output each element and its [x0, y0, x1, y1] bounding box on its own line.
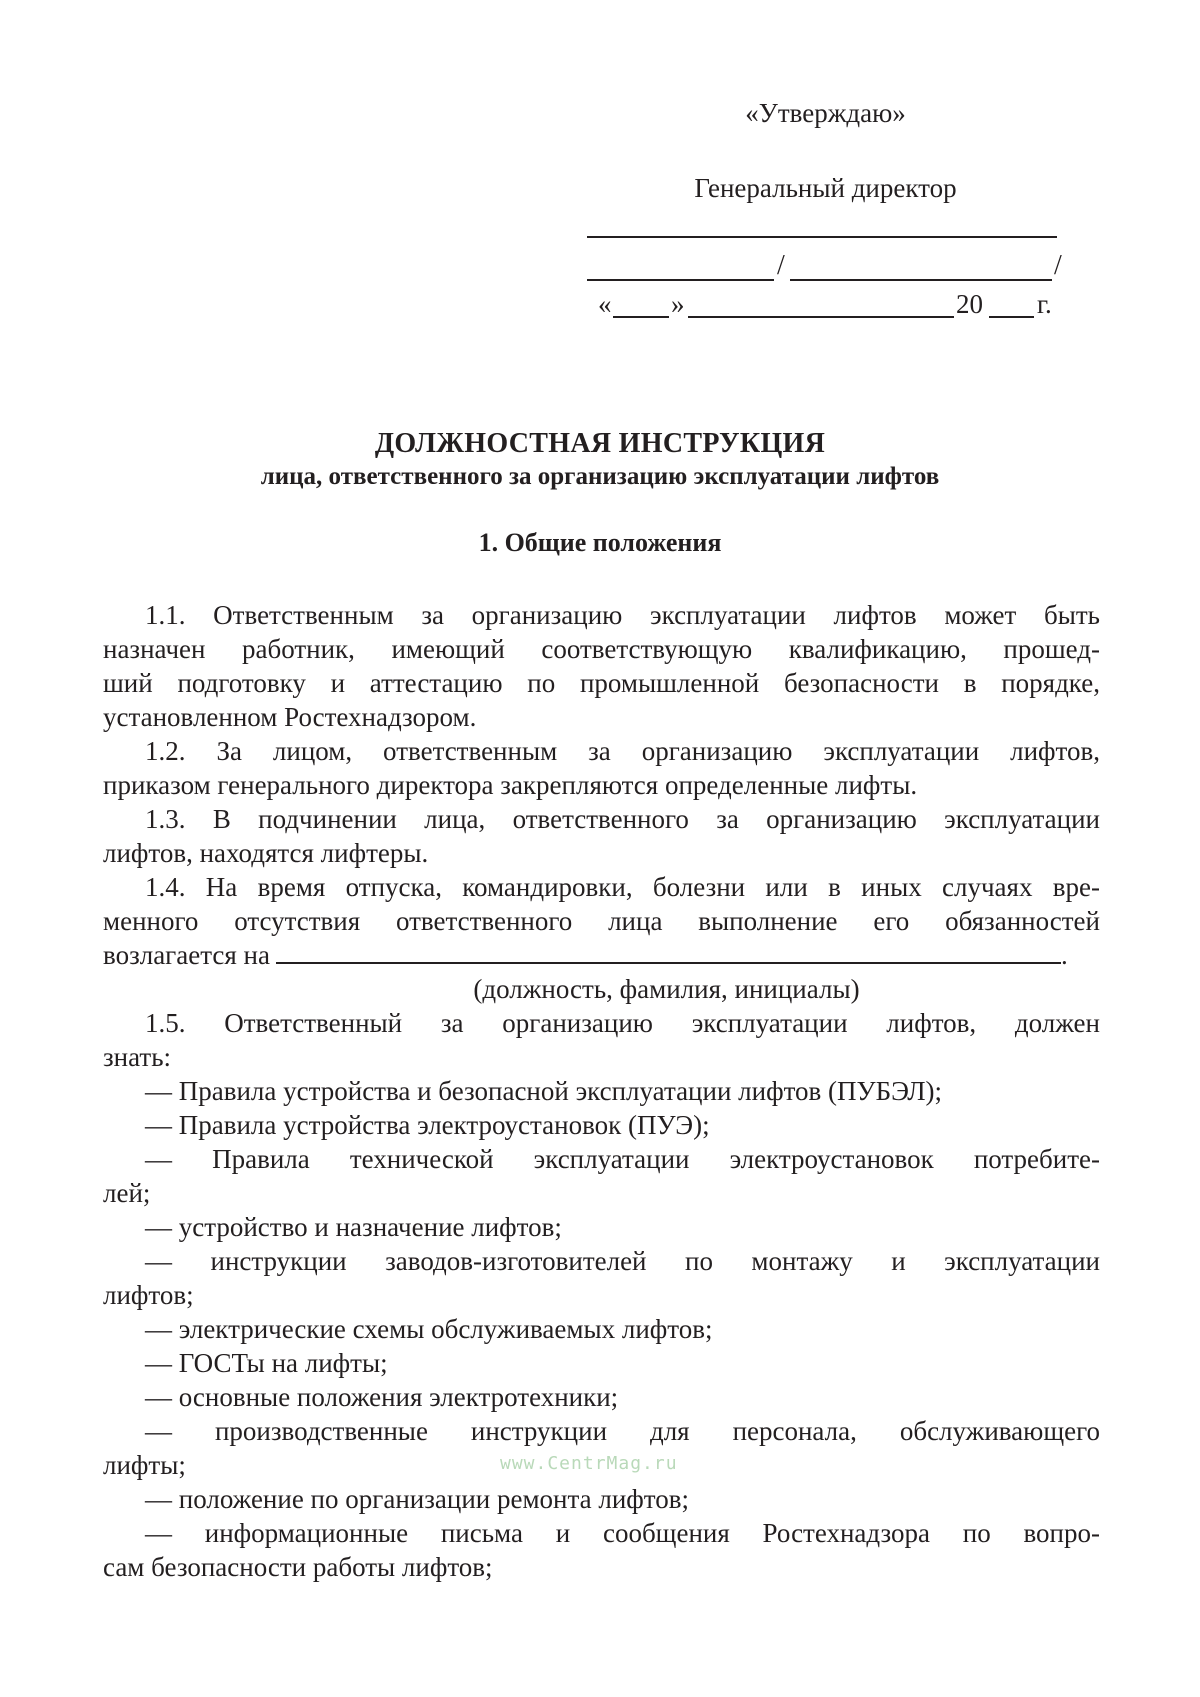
list-item: — информационные письма и сообщения Ростехнадзора по вопро-: [145, 1518, 1100, 1548]
name-slash: /: [1054, 250, 1062, 281]
assignee-label: возлагается на: [103, 940, 270, 970]
list-item: — положение по организации ремонта лифтов;: [145, 1484, 689, 1514]
paragraph-line: 1.3. В подчинении лица, ответственного за организацию эксплуатации: [145, 804, 1100, 834]
section-heading: 1. Общие положения: [478, 528, 722, 557]
list-item: — Правила устройства электроустановок (ПУЭ);: [145, 1110, 710, 1140]
paragraph-line: ший подготовку и аттестацию по промышленной безопасности в порядке,: [103, 668, 1100, 698]
document-body: [103, 598, 1100, 1584]
signature-field: [587, 279, 774, 281]
assignee-blank-field: [276, 940, 1061, 964]
date-close-quote: »: [671, 289, 685, 319]
date-year-prefix: 20: [956, 289, 983, 319]
list-item: — Правила технической эксплуатации электроустановок потребите-: [145, 1144, 1100, 1174]
paragraph-line: приказом генерального директора закрепляются определенные лифты.: [103, 770, 918, 800]
paragraph-line: лифтов, находятся лифтеры.: [103, 838, 429, 868]
paragraph-line: знать:: [103, 1042, 172, 1072]
document-title: ДОЛЖНОСТНАЯ ИНСТРУКЦИЯ: [374, 428, 826, 459]
list-item: — Правила устройства и безопасной эксплуатации лифтов (ПУБЭЛ);: [145, 1076, 943, 1106]
list-item: — электрические схемы обслуживаемых лифтов;: [145, 1314, 713, 1344]
assignee-caption: (должность, фамилия, инициалы): [473, 974, 860, 1004]
date-year-suffix: г.: [1037, 289, 1052, 319]
list-item-continued: лифтов;: [103, 1280, 194, 1310]
assignee-line: [103, 938, 1100, 972]
paragraph-line: 1.5. Ответственный за организацию эксплуатации лифтов, должен: [145, 1008, 1100, 1038]
list-item: — устройство и назначение лифтов;: [145, 1212, 562, 1242]
list-item: — ГОСТы на лифты;: [145, 1348, 388, 1378]
list-item-continued: лей;: [103, 1178, 151, 1208]
paragraph-line: установленном Ростехнадзором.: [103, 702, 477, 732]
paragraph-line: менного отсутствия ответственного лица выполнение его обязанностей: [103, 906, 1100, 936]
list-item: — производственные инструкции для персонала, обслуживающего: [145, 1416, 1100, 1446]
list-item: — инструкции заводов-изготовителей по монтажу и эксплуатации: [145, 1246, 1100, 1276]
list-item-continued: сам безопасности работы лифтов;: [103, 1552, 493, 1582]
document-subtitle: лица, ответственного за организацию эксплуатации лифтов: [260, 463, 940, 490]
date-month-field: [688, 316, 954, 318]
list-item-continued: лифты;: [103, 1450, 186, 1480]
paragraph-line: 1.4. На время отпуска, командировки, болезни или в иных случаях вре-: [145, 872, 1100, 902]
paragraph-line: назначен работник, имеющий соответствующую квалификацию, прошед-: [103, 634, 1100, 664]
approval-heading: «Утверждаю»: [745, 98, 906, 128]
paragraph-line: 1.1. Ответственным за организацию эксплуатации лифтов может быть: [145, 600, 1100, 630]
assignee-period: .: [1060, 940, 1068, 970]
signature-line: [587, 236, 1057, 238]
watermark: www.CentrMag.ru: [500, 1453, 678, 1474]
paragraph-line: 1.2. За лицом, ответственным за организацию эксплуатации лифтов,: [145, 736, 1100, 766]
signature-slash: /: [777, 250, 785, 281]
date-day-field: [613, 316, 669, 318]
date-year-field: [989, 316, 1034, 318]
approval-position: Генеральный директор: [694, 173, 957, 203]
list-item: — основные положения электротехники;: [145, 1382, 619, 1412]
date-open-quote: «: [598, 289, 612, 319]
name-field: [790, 279, 1052, 281]
